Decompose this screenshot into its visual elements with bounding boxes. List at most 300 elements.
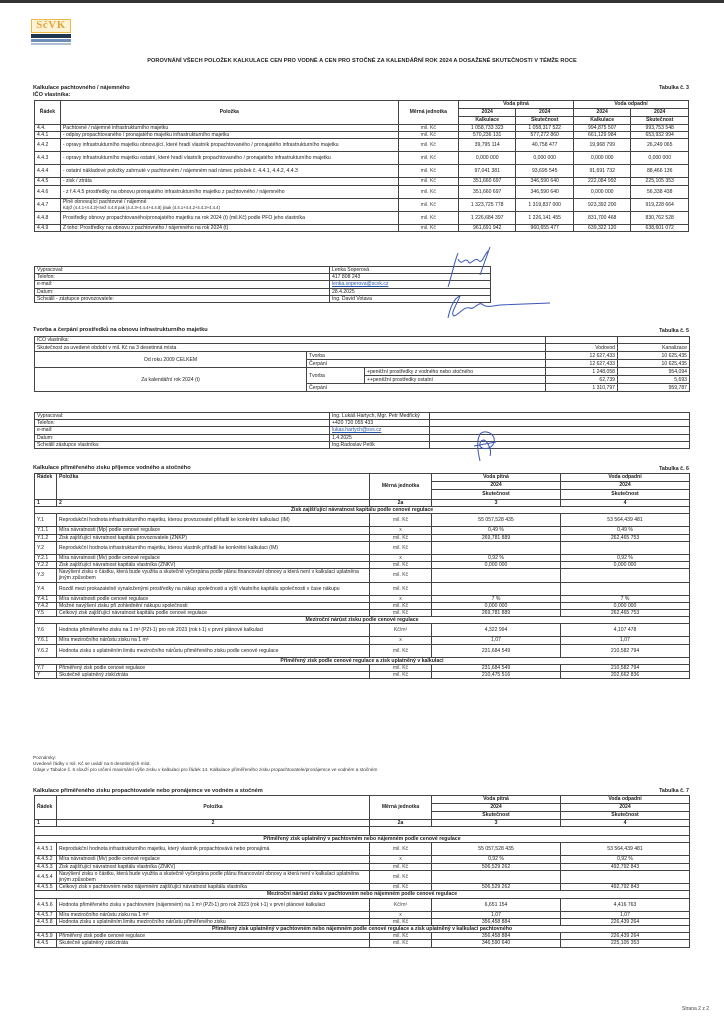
row-unit: mil. Kč (370, 541, 432, 554)
t5-signature-block (34, 412, 690, 449)
section-band-row (35, 507, 690, 514)
row-value: 0,000 000 (516, 152, 574, 165)
signature-value: 1.4.2025 (330, 434, 430, 441)
row-text: - ostatní nákladové položky zahrnuté v pachtovném / nájemném nad rámec položek č. 4.4.1, 4.4.2, 4.4.3 (62, 168, 298, 175)
empty-cell (430, 427, 690, 434)
row-value: 1 058,317 522 (516, 125, 574, 132)
row-value: 39,795 114 (458, 139, 515, 152)
table-row (35, 178, 689, 185)
signature-label: Datum: (35, 288, 330, 295)
row-value: 269,781 889 (432, 534, 561, 541)
spacer-cell (35, 827, 370, 836)
row-label: Možné navýšení zisku při zohlednění nákupu společnosti (57, 602, 370, 609)
row-value: 1 226,141 455 (516, 212, 574, 225)
col-voda-pitna: Voda pitná (458, 101, 573, 109)
row-unit: mil. Kč (370, 940, 432, 947)
row-value: 56,338 438 (631, 185, 689, 198)
row-value: 226,439 264 (561, 933, 690, 940)
row-value: 351,660 697 (458, 185, 515, 198)
col-voda-odpadni: Voda odpadní (561, 474, 690, 482)
row-label: Míra návratnosti podle cenové regulace (57, 595, 370, 602)
row-unit: mil. Kč (370, 672, 432, 679)
section-band-row (35, 657, 690, 664)
row-value: 4,416 763 (561, 898, 690, 911)
t5-tvorba-label: Tvorba (307, 368, 365, 384)
row-unit: x (370, 637, 432, 644)
table-row (35, 595, 690, 602)
row-text: - opravy infrastrukturního majetku obnovující, které hradí vlastník propachtovaného / pronajatého infrastrukturního majetku (62, 142, 339, 149)
note-line: Údaje v Tabulce č. 6 slouží pro určení maximální výše zisku v kalkulaci pro řádek 14. Kalkulace přiměřeného zisku propachtovatele/pronájemce ve vodném a stočném (33, 767, 378, 772)
row-id: Y.2.2 (35, 562, 57, 569)
signature-row (35, 281, 491, 288)
table-row (35, 569, 690, 582)
section-band-row (35, 836, 690, 843)
row-id: 4.4.7 (35, 198, 61, 211)
t5-sub2-kanalizace: 5,693 (618, 376, 690, 384)
row-label: Míra meziročního nárůstu zisku na 1 m³ (57, 637, 370, 644)
row-unit: mil. Kč (370, 644, 432, 657)
table-row (35, 139, 689, 152)
t5-tvorba-label: Tvorba (307, 352, 546, 360)
section-band: Zisk zajišťující návratnost kapitálu podle cenové regulace (35, 507, 690, 514)
row-label: Přiměřený zisk podle cenové regulace (57, 933, 370, 940)
row-value: 210,475 516 (432, 672, 561, 679)
col-skutecnost: Skutečnost (631, 117, 689, 125)
row-value: 91,691 732 (573, 165, 630, 178)
logo-stripe (31, 39, 71, 42)
t6-title: Kalkulace přiměřeného zisku příjemce vodného a stočného (33, 465, 191, 471)
signature-label: Datum: (35, 434, 330, 441)
row-label: Celkový zisk zajišťující návratnost kapitálu podle cenové regulace (57, 610, 370, 617)
signature-value: Ing. Lukáš Hartych, Mgr. Petr Medřický (330, 413, 430, 420)
table-row (35, 582, 690, 595)
t5-total-cerpani-vodovod: 12 627,433 (546, 360, 618, 368)
row-unit: mil. Kč (370, 933, 432, 940)
logo-text: SčVK (31, 19, 71, 33)
signature-value: Ing. David Votava (330, 295, 491, 302)
signature-label: Schválil - zástupce provozovatele: (35, 295, 330, 302)
row-text: Plně obnovující pachtovné / nájemné (62, 198, 147, 205)
table-row (35, 527, 690, 534)
signature-label: e-mail: (35, 427, 330, 434)
page-number: Strana 2 z 2 (682, 1006, 709, 1012)
row-value: 0,000 000 (432, 562, 561, 569)
col-year: 2024 (561, 804, 690, 812)
col-year: 2024 (516, 109, 574, 117)
row-value: 492,792 843 (561, 863, 690, 870)
t5-table-number: Tabulka č. 5 (659, 328, 689, 334)
row-value: 577,272 860 (516, 132, 574, 139)
row-value: 506,529 262 (432, 863, 561, 870)
row-unit: mil. Kč (370, 884, 432, 891)
row-unit: mil. Kč (398, 152, 458, 165)
signature-row (35, 420, 690, 427)
row-label: Míra návratnosti (Mv) podle cenové regulace (57, 856, 370, 863)
table-row (35, 863, 690, 870)
colnum: 4 (561, 820, 690, 827)
row-value: 7 % (432, 595, 561, 602)
row-unit: Kč/m³ (370, 624, 432, 637)
logo-stripe (31, 43, 71, 45)
row-value: 4,322 994 (432, 624, 561, 637)
row-unit: mil. Kč (370, 664, 432, 671)
table-row (35, 514, 690, 527)
row-label (60, 139, 398, 152)
row-value: 653,932 994 (631, 132, 689, 139)
row-id: 4.4.2 (35, 139, 61, 152)
colnum: 3 (432, 820, 561, 827)
signature-row (35, 441, 690, 448)
row-label: Celkový zisk v pachtovném nebo nájemném zajišťující návratnost kapitálu vlastníka (57, 884, 370, 891)
col-radek: Řádek (35, 474, 57, 500)
row-label: Navýšení zisku o částku, která bude využita a skutečně vyčerpána podle plánu financování obnovy a která není v kalkulaci uplatněna jiným způsobem (57, 569, 370, 582)
table-row (35, 644, 690, 657)
row-text: Z toho: Prostředky na obnovu z pachtovného / nájemného na rok 2024 (t) (62, 225, 229, 232)
section-band-row (35, 926, 690, 933)
table-row (35, 185, 689, 198)
t5-total-label: Od roku 2009 CELKEM (35, 352, 307, 368)
row-value: 639,322 120 (573, 225, 630, 232)
row-unit: x (370, 856, 432, 863)
t5-year-cerpani-vodovod: 1 310,797 (546, 384, 618, 392)
row-value: 346,590 640 (432, 940, 561, 947)
colnum: 2a (370, 820, 432, 827)
row-unit: mil. Kč (398, 198, 458, 211)
signature-label: Vypracoval: (35, 413, 330, 420)
note-line: Poznámky: (33, 755, 57, 760)
row-value: 346,590 640 (516, 178, 574, 185)
row-label (60, 132, 398, 139)
col-kalkulace: Kalkulace (458, 117, 515, 125)
signature-row (35, 267, 491, 274)
row-label: Reprodukční hodnota infrastrukturního majetku, který vlastník propachtovává nebo pronajímá (57, 843, 370, 856)
table-row (35, 911, 690, 918)
row-value: 231,684 549 (432, 664, 561, 671)
t5-sub1-label: +peněžní prostředky z vodného nebo stočného (365, 368, 546, 376)
row-label (60, 212, 398, 225)
row-id: 4.4.5.8 (35, 918, 57, 925)
col-year: 2024 (432, 804, 561, 812)
col-polozka: Položka (57, 474, 370, 500)
col-unit: Měrná jednotka (370, 796, 432, 820)
signature-value: 417 808 243 (330, 274, 491, 281)
row-unit: mil. Kč (398, 212, 458, 225)
row-id: Y.2.1 (35, 554, 57, 561)
signature-row (35, 295, 491, 302)
table-row (35, 554, 690, 561)
row-unit: x (370, 911, 432, 918)
row-unit: mil. Kč (398, 132, 458, 139)
row-id: Y.4 (35, 582, 57, 595)
table-row (35, 152, 689, 165)
signature-row (35, 427, 690, 434)
row-unit: x (370, 595, 432, 602)
row-value: 0,92 % (561, 856, 690, 863)
row-label (60, 125, 398, 132)
table-row (35, 637, 690, 644)
col-radek: Řádek (35, 101, 61, 125)
row-value: 0,92 % (432, 856, 561, 863)
row-unit: mil. Kč (398, 225, 458, 232)
signature-row (35, 288, 491, 295)
row-label: Hodnota zisku s uplatněním limitu meziročního nárůstu přiměřeného zisku podle cenové regulace (57, 644, 370, 657)
spacer-cell (370, 827, 690, 836)
row-value: 351,660 697 (458, 178, 515, 185)
row-value: 262,465 753 (561, 610, 690, 617)
t3-ico-label: IČO vlastníka: (33, 92, 71, 98)
row-id: Y.1.2 (35, 534, 57, 541)
row-label (60, 185, 398, 198)
row-value: 55 057,528 435 (432, 514, 561, 527)
row-unit: mil. Kč (398, 139, 458, 152)
row-value: 225,105 353 (561, 940, 690, 947)
row-value: 0,92 % (561, 554, 690, 561)
col-voda-odpadni: Voda odpadní (573, 101, 688, 109)
table-row (35, 562, 690, 569)
t5-year-cerpani-kanalizace: 959,787 (618, 384, 690, 392)
row-id: Y.5 (35, 610, 57, 617)
row-value: 0,49 % (432, 527, 561, 534)
signature-label: Telefon: (35, 274, 330, 281)
row-text: - opravy infrastrukturního majetku ostatní, které hradí vlastník propachtovaného / pronajatého infrastrukturního majetku (62, 155, 331, 162)
row-value: 492,792 843 (561, 884, 690, 891)
signature-value: +420 720 055 433 (330, 420, 430, 427)
row-value: 638,601 072 (631, 225, 689, 232)
row-value: 210,582 794 (561, 664, 690, 671)
col-polozka: Položka (57, 796, 370, 820)
row-value: 1,07 (432, 637, 561, 644)
row-value: 923,392 200 (573, 198, 630, 211)
row-value: 225,105 353 (631, 178, 689, 185)
row-value: 202,662 836 (561, 672, 690, 679)
row-id: Y.3 (35, 569, 57, 582)
row-unit: mil. Kč (398, 165, 458, 178)
row-value: 830,762 528 (631, 212, 689, 225)
row-id: Y.7 (35, 664, 57, 671)
document-title: POROVNÁNÍ VŠECH POLOŽEK KALKULACE CEN PRO VODNÉ A CEN PRO STOČNÉ ZA KALENDÁŘNÍ ROK 2024 A DOSAŽENÉ SKUTEČNOSTI V TÉMŽE ROCE (147, 58, 577, 64)
table-row (35, 225, 689, 232)
col-year: 2024 (432, 482, 561, 490)
colnum: 3 (432, 500, 561, 507)
row-value: 0,000 000 (561, 562, 690, 569)
col-radek: Řádek (35, 796, 57, 820)
signature-row (35, 274, 491, 281)
row-label (60, 152, 398, 165)
row-id: 4.4.5.1 (35, 843, 57, 856)
t5-sub1-kanalizace: 954,094 (618, 368, 690, 376)
table-row (35, 165, 689, 178)
col-voda-pitna: Voda pitná (432, 796, 561, 804)
signature-label: Telefon: (35, 420, 330, 427)
note-line: Uvedené řádky v mil. Kč se uvádí na 6 desetinných míst. (33, 761, 151, 766)
row-id: Y.4.1 (35, 595, 57, 602)
row-value: 0,92 % (432, 554, 561, 561)
signature-label: e-mail: (35, 281, 330, 288)
t5-period-label: Skutečnost za uvedené období v mil. Kč na 3 desetinná místa (35, 344, 546, 352)
row-value: 1 058,733 323 (458, 125, 515, 132)
row-value: 356,458 884 (432, 918, 561, 925)
email-link[interactable]: lukas.hartych@svs.cz (330, 427, 430, 434)
col-kanalizace: Kanalizace (618, 344, 690, 352)
section-band-row (35, 891, 690, 898)
table-row (35, 664, 690, 671)
row-label (60, 165, 398, 178)
col-vodovod: Vodovod (546, 344, 618, 352)
scan-edge (0, 0, 724, 3)
t5-year-label: Za kalendářní rok 2024 (t) (35, 368, 307, 392)
signature-row (35, 434, 690, 441)
row-value: 0,49 % (561, 527, 690, 534)
table-row (35, 198, 689, 211)
section-band: Přiměřený zisk uplatněný v pachtovném nebo nájemném podle cenové regulace (35, 836, 690, 843)
table-row (35, 125, 689, 132)
row-text: - z ř.4.4.5 prostředky na obnovu pronajatého infrastrukturního majetku z pachtovného / nájemného (62, 188, 285, 195)
row-value: 55 057,528 435 (432, 843, 561, 856)
table-row (35, 602, 690, 609)
row-value: 919,228 664 (631, 198, 689, 211)
row-unit: mil. Kč (398, 125, 458, 132)
row-label: Navýšení zisku o částku, která bude využita a skutečně vyčerpána podle plánu financování obnovy a která není v kalkulaci uplatněna jiným způsobem (57, 870, 370, 883)
row-value: 262,465 753 (561, 534, 690, 541)
signature-value: 28.4.2025 (330, 288, 491, 295)
col-skutecnost: Skutečnost (432, 812, 561, 820)
col-skutecnost: Skutečnost (432, 490, 561, 500)
row-formula: Když (4.4.1+4.4.2)<než 4.4.8 pak (4.4.3+4.4.4+4.4.8) jinak (4.4.1+4.4.2+4.4.3+4.4.4) (62, 204, 220, 210)
signature-label: Vypracoval: (35, 267, 330, 274)
row-value: 1,07 (561, 911, 690, 918)
col-year: 2024 (573, 109, 630, 117)
row-value: 1,07 (561, 637, 690, 644)
row-text: - zisk / ztráta (62, 178, 92, 185)
row-id: Y.6.2 (35, 644, 57, 657)
empty-cell (430, 434, 690, 441)
row-value: 661,129 984 (573, 132, 630, 139)
col-unit: Měrná jednotka (370, 474, 432, 500)
table-row (35, 610, 690, 617)
row-label: Zisk zajišťující návratnost kapitálu vlastníka (ZNKV) (57, 863, 370, 870)
row-value: 19,968 799 (573, 139, 630, 152)
row-unit: x (370, 527, 432, 534)
empty-cell (618, 337, 690, 344)
row-value: 506,529 262 (432, 884, 561, 891)
colnum: 2 (57, 820, 370, 827)
row-unit: mil. Kč (370, 843, 432, 856)
row-label: Hodnota zisku s uplatněním limitu meziročního nárůstu přiměřeného zisku (57, 918, 370, 925)
t5-cerpani-label: Čerpání (307, 384, 546, 392)
colnum: 2 (57, 500, 370, 507)
row-id: 4.4.9 (35, 225, 61, 232)
section-band: Přiměřený zisk podle cenové regulace a zisk uplatněný v kalkulaci (35, 657, 690, 664)
col-year: 2024 (458, 109, 515, 117)
signature-2 (440, 288, 560, 323)
row-value: 4,107 478 (561, 624, 690, 637)
row-value (432, 541, 561, 554)
t7-title: Kalkulace přiměřeného zisku propachtovatele nebo pronájemce ve vodném a stočném (33, 788, 263, 794)
row-id: Y.2 (35, 541, 57, 554)
row-value: 6,651 154 (432, 898, 561, 911)
col-year: 2024 (561, 482, 690, 490)
t3-pachtovne-table (34, 100, 689, 232)
row-unit: mil. Kč (370, 602, 432, 609)
row-unit: mil. Kč (370, 569, 432, 582)
col-unit: Měrná jednotka (398, 101, 458, 125)
row-label: Zisk zajišťující návratnost kapitálu provozovatele (ZNKP) (57, 534, 370, 541)
row-unit: mil. Kč (370, 534, 432, 541)
row-value: 26,249 065 (631, 139, 689, 152)
table-row (35, 212, 689, 225)
row-id: 4.4.5.5 (35, 884, 57, 891)
empty-cell (430, 441, 690, 448)
table-row (35, 933, 690, 940)
row-value: 994,875 507 (573, 125, 630, 132)
t5-sub1-vodovod: 1 248,058 (546, 368, 618, 376)
row-unit: x (370, 554, 432, 561)
col-voda-pitna: Voda pitná (432, 474, 561, 482)
row-value: 0,000 000 (561, 602, 690, 609)
row-id: 4.4.5.2 (35, 856, 57, 863)
table-row (35, 870, 690, 883)
row-unit: mil. Kč (370, 610, 432, 617)
t5-sub2-label: ++peněžní prostředky ostatní (365, 376, 546, 384)
row-value: 53 564,439 481 (561, 514, 690, 527)
row-id: 4.4.5.3 (35, 863, 57, 870)
t6-table-number: Tabulka č. 6 (659, 466, 689, 472)
row-value (561, 870, 690, 883)
row-value: 222,084 992 (573, 178, 630, 185)
col-polozka: Položka (60, 101, 398, 125)
table-row (35, 843, 690, 856)
row-label: Rozdíl mezi prokazatelně vynaloženými prostředky na nákup společnosti a výší vlastního kapitálu společnosti v čase nákupu (57, 582, 370, 595)
col-voda-odpadni: Voda odpadní (561, 796, 690, 804)
row-label: Skutečně uplatněný zisk/ztráta (57, 672, 370, 679)
t5-cerpani-label: Čerpání (307, 360, 546, 368)
table-row (35, 884, 690, 891)
row-value: 1 323,725 778 (458, 198, 515, 211)
t5-total-cerpani-kanalizace: 10 625,435 (618, 360, 690, 368)
row-id: 4.4.8 (35, 212, 61, 225)
row-label (60, 178, 398, 185)
table-row (35, 624, 690, 637)
row-id: Y.6.1 (35, 637, 57, 644)
section-band: Meziroční nárůst zisku v pachtovném nebo nájemném podle cenové regulace (35, 891, 690, 898)
row-value (432, 569, 561, 582)
row-label: Hodnota přiměřeného zisku v pachtovném (nájemném) na 1 m³ (PZt-1) pro rok 2023 (rok t-1) v první plánové kalkulaci (57, 898, 370, 911)
section-band: Přiměřený zisk uplatněný v pachtovném nebo nájemném podle cenové regulace a zisk uplatněný v kalkulaci pachtovného (35, 926, 690, 933)
t3-title: Kalkulace pachtovného / nájemného (33, 85, 130, 91)
email-link[interactable]: lenka.soperova@scvk.cz (330, 281, 491, 288)
t5-obnova-table (34, 336, 690, 392)
row-unit: mil. Kč (370, 582, 432, 595)
row-label: Zisk zajišťující návratnost kapitálu vlastníka (ZNKV) (57, 562, 370, 569)
t5-ico-label: IČO vlastníka: (35, 337, 546, 344)
table-row (35, 856, 690, 863)
t3-signature-block (34, 266, 491, 303)
section-band-row (35, 617, 690, 624)
table-row (35, 940, 690, 947)
row-value: 226,439 264 (561, 918, 690, 925)
row-value: 570,236 131 (458, 132, 515, 139)
row-label: Skutečně uplatněný zisk/ztráta (57, 940, 370, 947)
row-value: 210,582 794 (561, 644, 690, 657)
row-id: Y (35, 672, 57, 679)
row-unit: mil. Kč (370, 514, 432, 527)
colnum: 1 (35, 820, 57, 827)
signature-value: Lenka Soperová (330, 267, 491, 274)
table-row (35, 672, 690, 679)
col-skutecnost: Skutečnost (561, 812, 690, 820)
t6-zisk-table (34, 473, 690, 679)
row-id: Y.1.1 (35, 527, 57, 534)
